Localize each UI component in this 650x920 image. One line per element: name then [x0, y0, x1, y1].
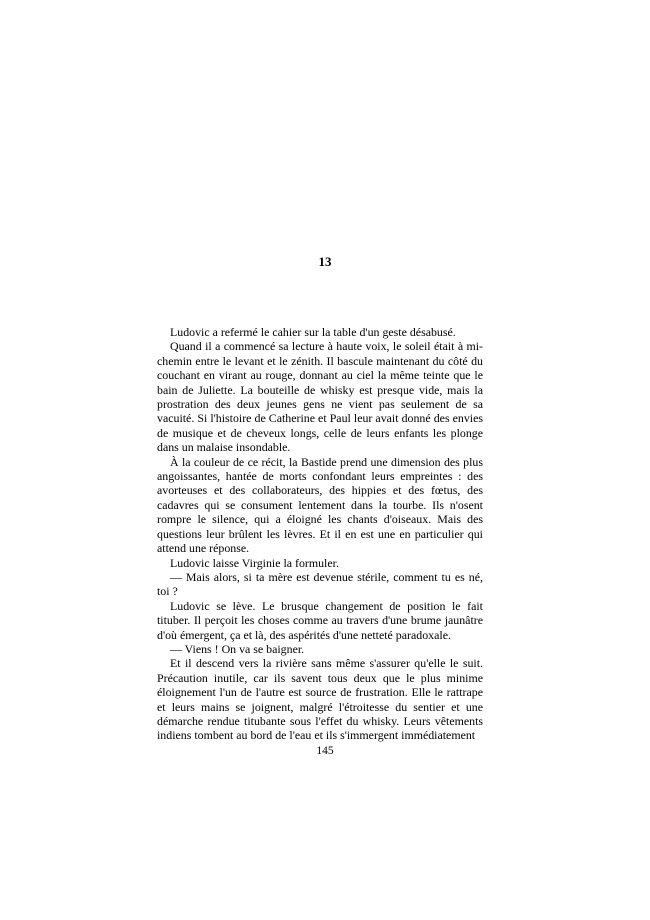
paragraph: À la couleur de ce récit, la Bastide prend une dimension des plus angoissantes, hantée de morts confondant leurs empreintes : des avorteuses et des collaborateurs, des hippies et des fœtus, des cadavres qui se consument lentement dans la tourbe. Ils n'osent rompre le silence, qui a éloigné les chants d'oiseaux. Mais des questions leur brûlent les lèvres. Et il en est une en particulier qui attend une réponse.: [157, 454, 483, 556]
paragraph: — Viens ! On va se baigner.: [170, 641, 305, 656]
paragraph: Quand il a commencé sa lecture à haute voix, le soleil était à mi-chemin entre le levant et le zénith. Il bascule maintenant du côté du couchant en virant au rouge, donnant au ciel la même teinte que le bain de Juliette. La bouteille de whisky est presque vide, mais la prostration des deux jeunes gens ne vient pas seulement de sa vacuité. Si l'histoire de Catherine et Paul leur avait donné des envies de musique et de cheveux longs, celle de leurs enfants les plonge dans un malaise insondable.: [157, 339, 483, 455]
paragraph: Et il descend vers la rivière sans même s'assurer qu'elle le suit. Précaution inutile, car ils savent tous deux que le plus minime éloignement l'un de l'autre est source de frustration. Elle le rattrape et leurs mains se joignent, malgré l'étroitesse du sentier et une démarche rendue titubante sous l'effet du whisky. Leurs vêtements indiens tombent au bord de l'eau et ils s'immergent immédiatement: [157, 656, 483, 743]
chapter-number: 13: [318, 254, 332, 269]
body-text: [157, 325, 483, 743]
paragraph: Ludovic laisse Virginie la formuler.: [170, 555, 339, 570]
page-number: 145: [316, 745, 334, 757]
paragraph: Ludovic se lève. Le brusque changement de position le fait tituber. Il perçoit les choses comme au travers d'une brume jaunâtre d'où émergent, ça et là, des aspérités d'une netteté paradoxale.: [157, 598, 483, 642]
paragraph: Ludovic a refermé le cahier sur la table d'un geste désabusé.: [170, 325, 456, 339]
paragraph: — Mais alors, si ta mère est devenue stérile, comment tu es né, toi ?: [157, 569, 483, 599]
